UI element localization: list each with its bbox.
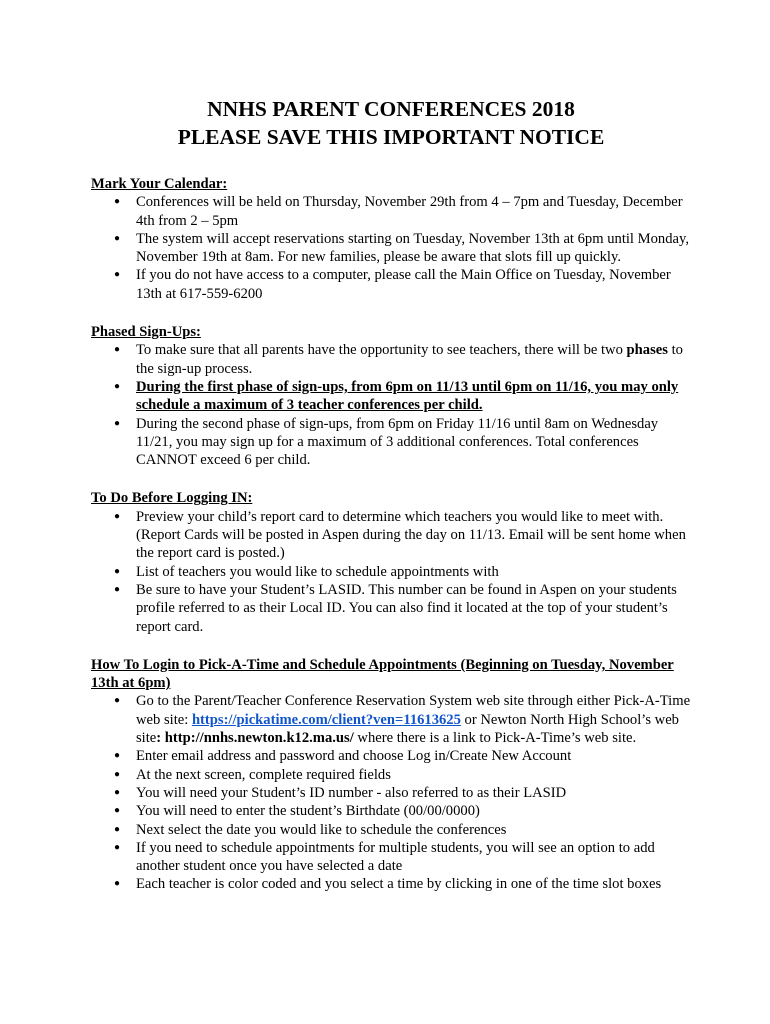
list-item: ● The system will accept reservations starting on Tuesday, November 13th at 6pm until Monday, November 19th at 8am. For new families, please be aware that slots fill up quickly. <box>114 230 689 266</box>
list-item: ● Preview your child’s report card to determine which teachers you would like to meet with. (Report Cards will be posted in Aspen during the day on 11/13. Email will be sent home when the report card is posted.) <box>114 508 686 562</box>
bullet-icon: ● <box>114 823 121 835</box>
list-item: ● If you do not have access to a computer, please call the Main Office on Tuesday, November 13th at 617-559-6200 <box>114 267 671 302</box>
todo-heading: To Do Before Logging IN: <box>91 490 253 507</box>
first-phase-notice: During the first phase of sign-ups, from 6pm on 11/13 until 6pm on 11/16, you may only schedule a maximum of 3 teacher conferences per child. <box>136 378 679 414</box>
title-line-1: NNHS PARENT CONFERENCES 2018 <box>207 97 575 121</box>
login-section <box>91 656 691 894</box>
bullet-icon: ● <box>114 768 121 780</box>
bullet-icon: ● <box>114 380 121 392</box>
bullet-icon: ● <box>114 750 121 762</box>
bullet-icon: ● <box>114 695 121 707</box>
list-item: ● Each teacher is color coded and you select a time by clicking in one of the time slot boxes <box>114 876 662 893</box>
bullet-icon: ● <box>114 841 121 853</box>
list-item: ● At the next screen, complete required fields <box>114 766 391 783</box>
list-item: ● Enter email address and password and choose Log in/Create New Account <box>114 748 572 765</box>
list-item: ● To make sure that all parents have the opportunity to see teachers, there will be two phases to the sign-up process. <box>114 342 683 377</box>
todo-list <box>91 508 691 636</box>
school-website-url: : http://nnhs.newton.k12.ma.us/ <box>156 730 354 747</box>
list-item: ● List of teachers you would like to schedule appointments with <box>114 563 499 580</box>
list-item <box>91 378 691 415</box>
bullet-icon: ● <box>114 196 121 208</box>
bullet-icon: ● <box>114 786 121 798</box>
bullet-icon: ● <box>114 565 121 577</box>
document-title <box>91 95 691 151</box>
calendar-list <box>91 193 691 303</box>
list-item: ● Go to the Parent/Teacher Conference Reservation System web site through either Pick-A-Time web site: https://pickatime.com/client?ven=11613625 or Newton North High School’s web site: http://nnhs.newton.k12.ma.us/ where there is a link to Pick-A-Time’s web site. <box>114 693 691 747</box>
document-page <box>91 95 691 894</box>
calendar-heading: Mark Your Calendar: <box>91 176 228 192</box>
list-item: ● You will need your Student’s ID number - also referred to as their LASID <box>114 784 567 801</box>
bullet-icon: ● <box>114 878 121 890</box>
pickatime-link[interactable]: https://pickatime.com/client?ven=11613625 <box>191 711 461 728</box>
calendar-section <box>91 175 691 303</box>
title-line-2: PLEASE SAVE THIS IMPORTANT NOTICE <box>177 125 605 149</box>
phased-section <box>91 323 691 469</box>
list-item: ● If you need to schedule appointments for multiple students, you will see an option to add another student once you have selected a date <box>114 839 655 875</box>
phased-list <box>91 341 691 469</box>
list-item: ● Be sure to have your Student’s LASID. This number can be found in Aspen on your students profile referred to as their Local ID. You can also find it located at the top of your student’s report card. <box>114 581 677 635</box>
bullet-icon: ● <box>114 510 121 522</box>
login-list <box>91 692 691 893</box>
login-heading: How To Login to Pick-A-Time and Schedule Appointments (Beginning on Tuesday, November 13th at 6pm) <box>91 656 674 692</box>
bullet-icon: ● <box>114 805 121 817</box>
todo-section <box>91 489 691 635</box>
bullet-icon: ● <box>114 269 121 281</box>
list-item: ● During the second phase of sign-ups, from 6pm on Friday 11/16 until 8am on Wednesday 11/21, you may sign up for a maximum of 3 additional conferences. Total conferences CANNOT exceed 6 per child. <box>114 415 659 469</box>
bullet-icon: ● <box>114 344 121 356</box>
bullet-icon: ● <box>114 583 121 595</box>
phased-heading: Phased Sign-Ups: <box>91 324 201 341</box>
list-item: ● Conferences will be held on Thursday, November 29th from 4 – 7pm and Tuesday, December 4th from 2 – 5pm <box>114 194 683 229</box>
list-item: ● You will need to enter the student’s Birthdate (00/00/0000) <box>114 803 480 820</box>
bullet-icon: ● <box>114 417 121 429</box>
list-item: ● Next select the date you would like to schedule the conferences <box>114 821 507 838</box>
bullet-icon: ● <box>114 232 121 244</box>
